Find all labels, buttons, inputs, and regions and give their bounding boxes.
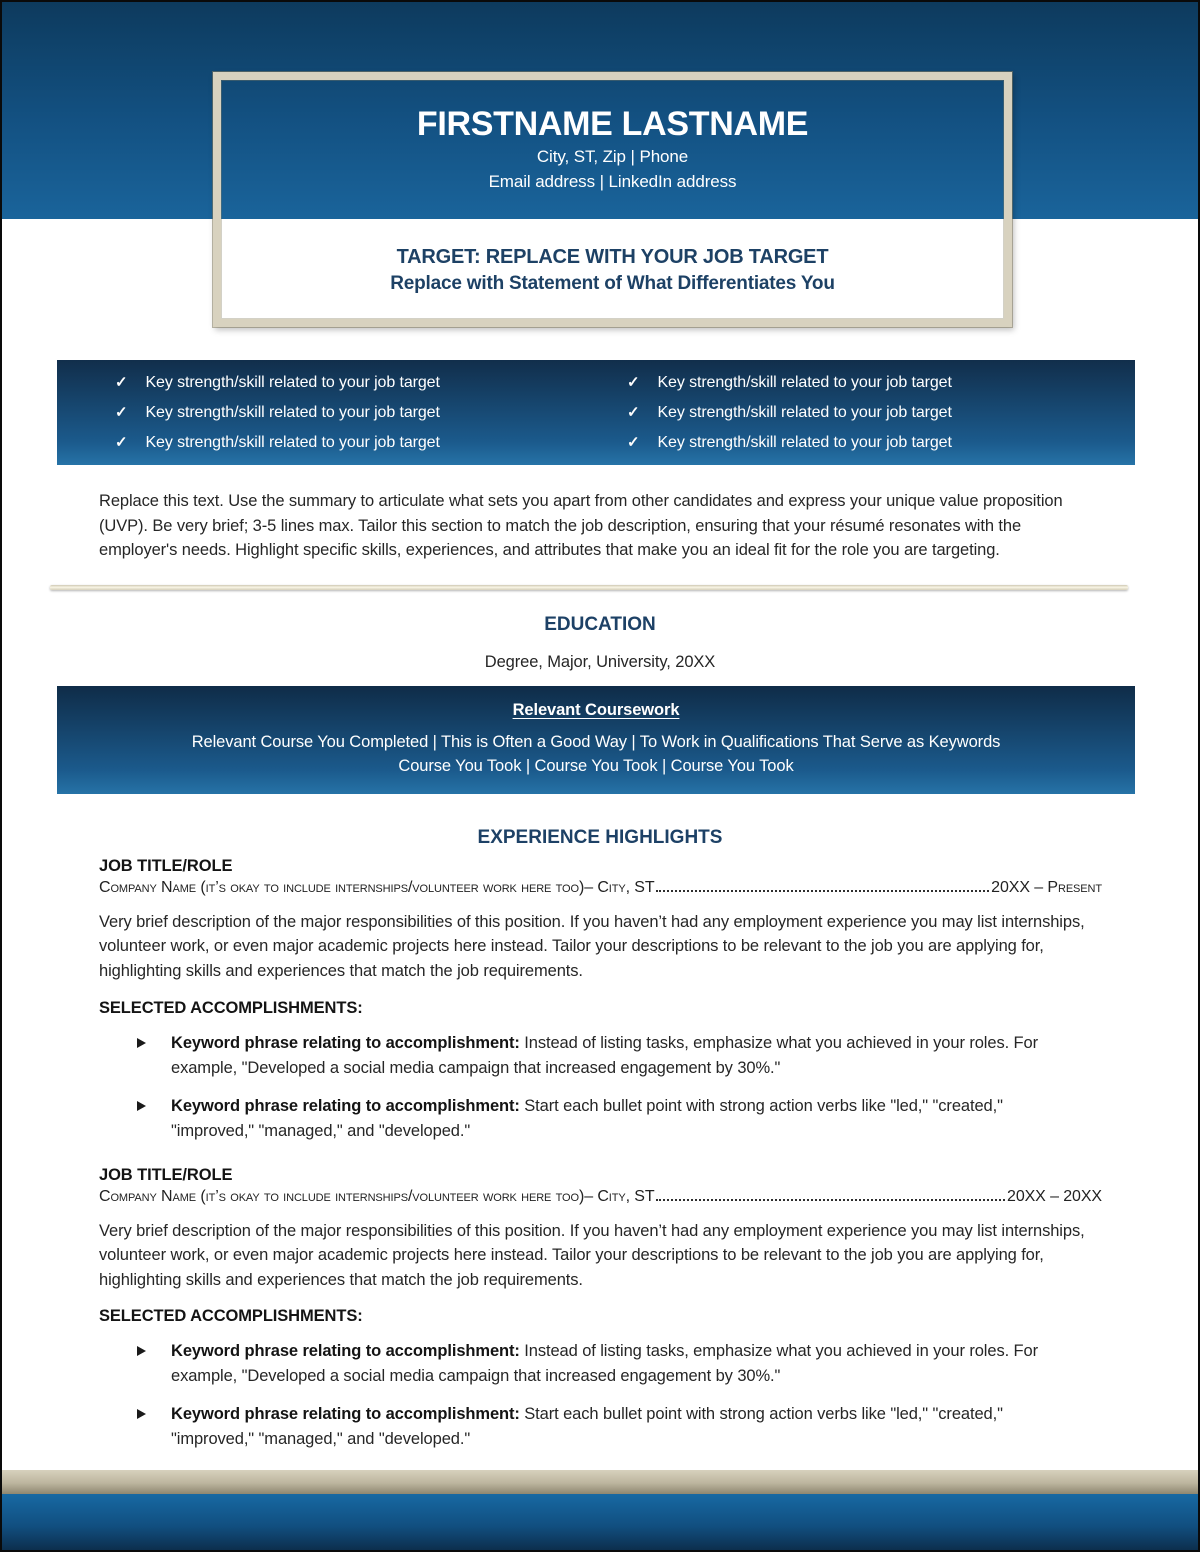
key-strengths-band: [57, 360, 1135, 465]
dotted-leader: [656, 1199, 1005, 1201]
job-description: Very brief description of the major responsibilities of this position. If you haven’t had any employment experience you may list internships, volunteer work, or even major academic projects here instead. Tailor your descriptions to be relevant to the job you are applying for, highlighting skills and experiences that match the job requirements.: [99, 1221, 1085, 1289]
company-row: [99, 879, 1102, 897]
job-title: JOB TITLE/ROLE: [99, 856, 233, 875]
strength-label: Key strength/skill related to your job target: [657, 434, 952, 451]
contact-email-linkedin: Email address | LinkedIn address: [488, 172, 737, 191]
checkmark-icon: ✓: [627, 374, 640, 391]
strength-item: [57, 373, 569, 403]
job-target-line: TARGET: REPLACE WITH YOUR JOB TARGET: [396, 246, 829, 268]
accomplishment-bullet: [99, 1094, 1102, 1144]
accomplishment-bullet: [99, 1402, 1102, 1452]
target-block: [221, 244, 1004, 297]
bullet-text: [171, 1339, 1071, 1389]
triangle-bullet-icon: [137, 1346, 146, 1356]
job-dates: 20XX – Present: [991, 878, 1102, 896]
checkmark-icon: ✓: [627, 434, 640, 451]
bullet-body: Start each bullet point with strong action verbs like "led," "created," "improved," "managed," and "developed.": [171, 1096, 1003, 1140]
bullet-text: [171, 1031, 1071, 1081]
checkmark-icon: ✓: [115, 434, 128, 451]
experience-heading: EXPERIENCE HIGHLIGHTS: [477, 826, 723, 848]
footer-tan-band: [0, 1470, 1200, 1494]
company-row: [99, 1188, 1102, 1206]
strength-item: [57, 403, 569, 433]
section-divider: [50, 585, 1128, 590]
person-name: FIRSTNAME LASTNAME: [416, 105, 809, 143]
footer-blue-band: [0, 1494, 1200, 1552]
job-title: JOB TITLE/ROLE: [99, 1165, 233, 1184]
education-heading: EDUCATION: [544, 613, 656, 635]
coursework-line: Relevant Course You Completed | This is Often a Good Way | To Work in Qualifications That Serve as Keywords: [191, 732, 1001, 751]
checkmark-icon: ✓: [115, 404, 128, 421]
job-block-1: [99, 857, 1102, 1144]
job-description: Very brief description of the major responsibilities of this position. If you haven’t had any employment experience you may list internships, volunteer work, or even major academic projects here instead. Tailor your descriptions to be relevant to the job you are applying for, highlighting skills and experiences that match the job requirements.: [99, 912, 1085, 980]
strength-label: Key strength/skill related to your job target: [145, 434, 440, 451]
accomplishments-heading: SELECTED ACCOMPLISHMENTS:: [99, 998, 363, 1017]
strength-item: [57, 433, 569, 463]
checkmark-icon: ✓: [115, 374, 128, 391]
strength-item: [569, 433, 1135, 463]
strength-label: Key strength/skill related to your job target: [657, 374, 952, 391]
bullet-lead: Keyword phrase relating to accomplishment:: [171, 1342, 520, 1361]
company-name: Company Name (it’s okay to include internships/volunteer work here too)– City, ST: [99, 878, 655, 896]
bullet-body: Start each bullet point with strong action verbs like "led," "created," "improved," "managed," and "developed.": [171, 1405, 1003, 1449]
accomplishment-bullet: [99, 1031, 1102, 1081]
coursework-line: Course You Took | Course You Took | Course You Took: [398, 756, 794, 775]
accomplishment-bullet: [99, 1339, 1102, 1389]
header-box: [213, 72, 1012, 327]
triangle-bullet-icon: [137, 1101, 146, 1111]
strength-item: [569, 403, 1135, 433]
summary-paragraph: Replace this text. Use the summary to articulate what sets you apart from other candidates and express your unique value proposition (UVP). Be very brief; 3-5 lines max. Tailor this section to match the job description, ensuring that your résumé resonates with the employer's needs. Highlight specific skills, experiences, and attributes that make you an ideal fit for the role you are targeting.: [99, 492, 1063, 560]
contact-location-phone: City, ST, Zip | Phone: [536, 147, 689, 166]
degree-line: Degree, Major, University, 20XX: [484, 652, 716, 671]
accomplishments-heading: SELECTED ACCOMPLISHMENTS:: [99, 1307, 363, 1326]
checkmark-icon: ✓: [627, 404, 640, 421]
coursework-band: [57, 686, 1135, 794]
key-strengths-grid: [57, 373, 1135, 463]
bullet-lead: Keyword phrase relating to accomplishment:: [171, 1033, 520, 1052]
company-name: Company Name (it’s okay to include internships/volunteer work here too)– City, ST: [99, 1187, 655, 1205]
job-dates: 20XX – 20XX: [1007, 1187, 1102, 1205]
coursework-heading: Relevant Coursework: [512, 700, 680, 719]
dotted-leader: [656, 890, 990, 892]
bullet-body: Instead of listing tasks, emphasize what you achieved in your roles. For example, "Developed a social media campaign that increased engagement by 30%.": [171, 1033, 1039, 1077]
differentiator-line: Replace with Statement of What Differentiates You: [390, 273, 835, 294]
strength-label: Key strength/skill related to your job target: [145, 404, 440, 421]
bullet-lead: Keyword phrase relating to accomplishment:: [171, 1405, 520, 1424]
strength-label: Key strength/skill related to your job target: [657, 404, 952, 421]
bullet-text: [171, 1402, 1071, 1452]
bullet-body: Instead of listing tasks, emphasize what you achieved in your roles. For example, "Developed a social media campaign that increased engagement by 30%.": [171, 1342, 1039, 1386]
strength-item: [569, 373, 1135, 403]
triangle-bullet-icon: [137, 1038, 146, 1048]
strength-label: Key strength/skill related to your job target: [145, 374, 440, 391]
triangle-bullet-icon: [137, 1409, 146, 1419]
bullet-lead: Keyword phrase relating to accomplishment:: [171, 1096, 520, 1115]
bullet-text: [171, 1094, 1071, 1144]
job-block-2: [99, 1166, 1102, 1453]
